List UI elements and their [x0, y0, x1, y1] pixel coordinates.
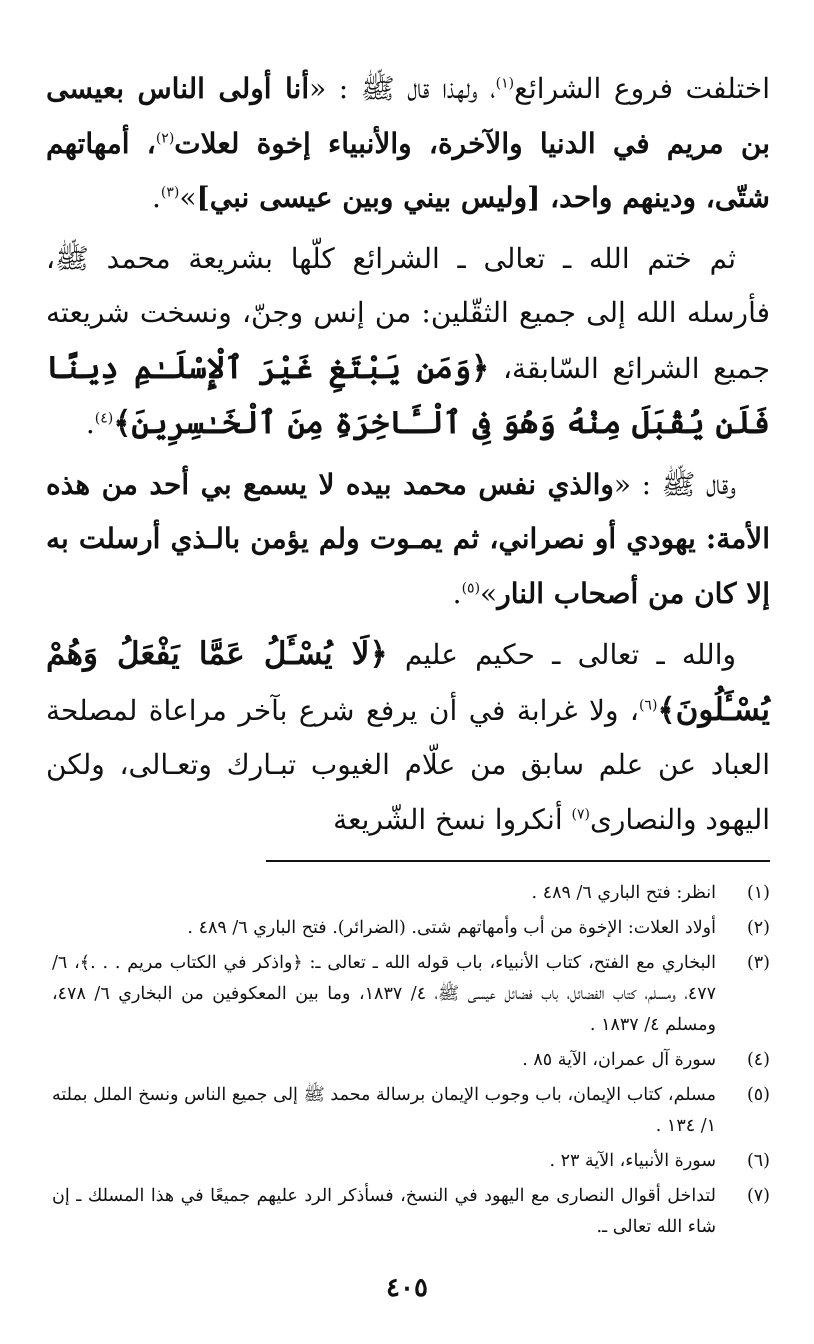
- text-run: أنكروا نسخ الشّريعة: [333, 802, 563, 836]
- quran-verse: ﴿وَمَن يَبْتَغِ غَيْرَ ٱلْإِسْلَـٰمِ دِينًا فَلَن يُقْبَلَ مِنْهُ وَهُوَ فِى ٱلْـَٔاخِرَةِ مِنَ ٱلْخَـٰسِرِينَ﴾: [46, 349, 770, 441]
- page-number: ٤٠٥: [386, 1273, 428, 1303]
- footnote-number: (٣): [746, 953, 770, 973]
- footnote-number: (٤): [746, 1050, 770, 1070]
- footnote-item: [52, 1080, 770, 1142]
- text-run: .: [151, 181, 161, 214]
- footnote-text: مسلم، كتاب الإيمان، باب وجوب الإيمان برسالة محمد ﷺ إلى جميع الناس ونسخ الملل بملته ١/ ١٣٤ .: [52, 1085, 716, 1136]
- footnote-text: سورة الأنبياء، الآية ٢٣ .: [549, 1151, 716, 1171]
- footnote-ref: (١): [495, 75, 515, 92]
- footnote-item: [52, 1181, 770, 1243]
- footnote-ref: (٤): [94, 410, 114, 427]
- footnote-text: انظر: فتح الباري ٦/ ٤٨٩ .: [531, 883, 716, 903]
- footnote-number: (٢): [746, 918, 770, 938]
- text-run: وقال ﷺ : «: [613, 467, 736, 501]
- paragraph-3: [46, 458, 770, 622]
- footnote-number: (١): [746, 883, 770, 903]
- footnote-item: [52, 1045, 770, 1076]
- footnote-item: [52, 913, 770, 944]
- footnote-number: (٥): [746, 1085, 770, 1105]
- footnote-item: [52, 948, 770, 1041]
- footnote-ref: (٥): [461, 580, 481, 597]
- paragraph-2: [46, 232, 770, 452]
- footnote-text: البخاري مع الفتح، كتاب الأنبياء، باب قوله الله ـ تعالى ـ: ﴿واذكر في الكتاب مريم . . .﴾، ٦/ ٤٧٧، ومسلم، كتاب الفضائل، باب فضائل عيسى ﷺ، ٤/ ١٨٣٧، وما بين المعكوفين من البخاري ٦/ ٤٧٨، ومسلم ٤/ ١٨٣٧ .: [52, 953, 717, 1035]
- footnote-item: [52, 878, 770, 909]
- main-text: [46, 62, 770, 853]
- footnote-text: سورة آل عمران، الآية ٨٥ .: [522, 1050, 716, 1070]
- footnote-number: (٧): [746, 1186, 770, 1206]
- footnote-item: [52, 1146, 770, 1177]
- text-run: .: [85, 407, 95, 440]
- text-run: ، ولا غرابة في أن يرفع شرع بآخر مراعاة لمصلحة العباد عن علم سابق من علّام الغيوب تبـارك وتعـالى، ولكن اليهود والنصارى: [46, 693, 770, 836]
- footnotes: [52, 878, 770, 1247]
- paragraph-1: [46, 62, 770, 226]
- quran-verse: ﴿لَا يُسْـَٔلُ عَمَّا يَفْعَلُ وَهُمْ يُسْـَٔلُونَ﴾: [46, 636, 770, 728]
- footnote-ref: (٧): [571, 806, 590, 823]
- footnote-ref: (٦): [638, 697, 658, 714]
- footnote-divider: [266, 860, 770, 862]
- footnote-number: (٦): [746, 1151, 770, 1171]
- footnote-ref: (٣): [160, 184, 180, 201]
- text-run: .: [452, 576, 462, 610]
- paragraph-4: [46, 627, 770, 847]
- text-run: »: [480, 576, 498, 610]
- text-run: والله ـ تعالى ـ حكيم عليم: [404, 638, 736, 671]
- text-run: »: [179, 181, 197, 214]
- text-run: ، ولهذا قال ﷺ : «: [309, 72, 496, 105]
- footnote-text: لتداخل أقوال النصارى مع اليهود في النسخ، فسأذكر الرد عليهم جميعًا في هذا المسلك ـ إن شاء الله تعالى ـ.: [52, 1186, 716, 1237]
- hadith-text: أنا أولى الناس بعيسى بن مريم في الدنيا والآخرة، والأنبياء إخوة لعلات: [46, 72, 770, 160]
- text-run: اختلفت فروع الشرائع: [514, 72, 770, 105]
- hadith-text: والذي نفس محمد بيده لا يسمع بي أحد من هذه الأمة: يهودي أو نصراني، ثم يمـوت ولم يؤمن بالـذي أرسلت به إلا كان من أصحاب النار: [46, 467, 770, 610]
- hadith-text: ، أمهاتهم شتّى، ودينهم واحد، [وليس بيني وبين عيسى نبي]: [46, 126, 770, 214]
- text-run: ثم ختم الله ـ تعالى ـ الشرائع كلّها بشريعة محمد ﷺ، فأرسله الله إلى جميع الثقّلين: من إنس وجنّ، ونسخت شريعته جميع الشرائع السّابقة،: [46, 241, 771, 385]
- footnote-ref: (٢): [155, 130, 175, 147]
- footnote-text: أولاد العلات: الإخوة من أب وأمهاتهم شتى. (الضرائر). فتح الباري ٦/ ٤٨٩ .: [187, 918, 716, 938]
